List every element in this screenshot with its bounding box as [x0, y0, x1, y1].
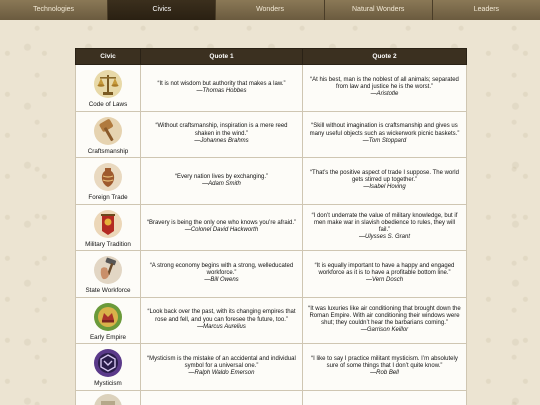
quote-author: —Adam Smith: [202, 180, 241, 187]
quote-author: —Ralph Waldo Emerson: [188, 370, 255, 377]
quote-author: —Rob Bell: [370, 370, 399, 377]
table-row: [76, 204, 467, 251]
civic-name: Mysticism: [94, 380, 122, 388]
quote-author: —Ulysses S. Grant: [358, 234, 410, 241]
quote-1-cell: [141, 111, 303, 158]
quote-author: —Aristotle: [370, 91, 399, 98]
table-row: [76, 297, 467, 344]
quote-author: —Colonel David Hackworth: [184, 227, 259, 234]
banner-icon: [93, 209, 123, 239]
quote-2-cell: [303, 390, 467, 405]
quote-text: “Skill without imagination is craftsmanship and gives us many useful objects such as wickerwork picnic baskets.”: [309, 123, 460, 137]
civic-cell: [76, 344, 141, 391]
quote-2-cell: [303, 344, 467, 391]
tab-leaders[interactable]: Leaders: [433, 0, 540, 20]
table-row: [76, 344, 467, 391]
civic-name: Craftsmanship: [87, 147, 129, 155]
table-row: [76, 111, 467, 158]
scroll-icon: [93, 393, 123, 405]
quote-2-cell: [303, 204, 467, 251]
quote-text: “A strong economy begins with a strong, welleducated workforce.”: [149, 262, 294, 277]
quote-author: —Johannes Brahms: [194, 137, 249, 144]
quote-1-cell: [141, 390, 303, 405]
mysticism-icon: [93, 348, 123, 378]
quote-text: “At his best, man is the noblest of all animals; separated from law and justice he is the worst.”: [310, 76, 459, 91]
quote-author: —Thomas Hobbes: [196, 87, 247, 94]
quote-author: —Tom Stoppard: [362, 137, 407, 144]
table-header-row: [76, 49, 467, 65]
table-row: [76, 390, 467, 405]
header-civic: Civic: [76, 49, 141, 65]
mallet-icon: [93, 116, 123, 146]
quote-author: —Vern Dosch: [365, 277, 404, 284]
tab-civics[interactable]: Civics: [108, 0, 216, 20]
civic-name: State Workforce: [85, 287, 131, 295]
header-quote-1: Quote 1: [141, 49, 303, 65]
quote-text: “Every nation lives by exchanging.”: [174, 173, 269, 180]
table-row: [76, 251, 467, 298]
quote-author: —Garrison Keillor: [360, 327, 409, 334]
quote-1-cell: [141, 344, 303, 391]
quote-2-cell: [303, 158, 467, 205]
quote-author: —Bill Owens: [204, 277, 239, 284]
civic-cell: [76, 111, 141, 158]
quote-text: “I like to say I practice militant mysticism. I’m absolutely sure of some things that I don’t quite know.”: [311, 355, 458, 370]
table-row: [76, 65, 467, 112]
quote-text: “Look back over the past, with its changing empires that rose and fell, and you can foresee the future, too.”: [147, 309, 296, 323]
civic-cell: [76, 204, 141, 251]
quote-1-cell: [141, 158, 303, 205]
civic-name: Code of Laws: [88, 101, 128, 109]
quote-2-cell: [303, 251, 467, 298]
quote-text: “It was luxuries like air conditioning that brought down the Roman Empire. With air conditioning their windows were shut; they couldn’t hear the barbarians coming.”: [308, 305, 461, 327]
header-quote-2: Quote 2: [303, 49, 467, 65]
quote-1-cell: [141, 297, 303, 344]
quote-text: “Bravery is being the only one who knows you’re afraid.”: [146, 220, 297, 227]
quote-text: “It is not wisdom but authority that makes a law.”: [157, 80, 286, 87]
tab-natural-wonders[interactable]: Natural Wonders: [325, 0, 433, 20]
civics-quotes-table: [75, 48, 467, 405]
quote-2-cell: [303, 111, 467, 158]
civic-name: Military Tradition: [85, 240, 131, 248]
empire-icon: [93, 302, 123, 332]
quote-2-cell: [303, 65, 467, 112]
civic-cell: [76, 390, 141, 405]
table-row: [76, 158, 467, 205]
quote-1-cell: [141, 251, 303, 298]
quote-author: —Isabel Hoving: [363, 184, 406, 191]
quote-text: “That’s the positive aspect of trade I suppose. The world gets stirred up together.”: [310, 169, 459, 184]
quote-text: “Mysticism is the mistake of an accidental and individual symbol for a universal one.”: [147, 355, 296, 370]
civic-cell: [76, 65, 141, 112]
scales-icon: [93, 69, 123, 99]
quote-text: “I don’t underrate the value of military knowledge, but if men make war in slavish obedience to rules, they will fail.”: [311, 212, 458, 234]
quote-text: “Without craftsmanship, inspiration is a mere reed shaken in the wind.”: [155, 123, 288, 137]
quote-text: “It is equally important to have a happy and engaged workforce as it is to have a profitable bottom line.”: [314, 262, 455, 277]
civic-cell: [76, 251, 141, 298]
quote-2-cell: [303, 297, 467, 344]
fist-hammer-icon: [93, 255, 123, 285]
civic-cell: [76, 297, 141, 344]
quote-author: —Marcus Aurelius: [197, 323, 246, 330]
tab-technologies[interactable]: Technologies: [0, 0, 108, 20]
civic-cell: [76, 158, 141, 205]
civic-name: Foreign Trade: [88, 194, 128, 202]
tab-wonders[interactable]: Wonders: [216, 0, 324, 20]
category-tabs: [0, 0, 540, 20]
civic-name: Early Empire: [89, 333, 127, 341]
quote-1-cell: [141, 65, 303, 112]
amphora-icon: [93, 162, 123, 192]
quote-1-cell: [141, 204, 303, 251]
